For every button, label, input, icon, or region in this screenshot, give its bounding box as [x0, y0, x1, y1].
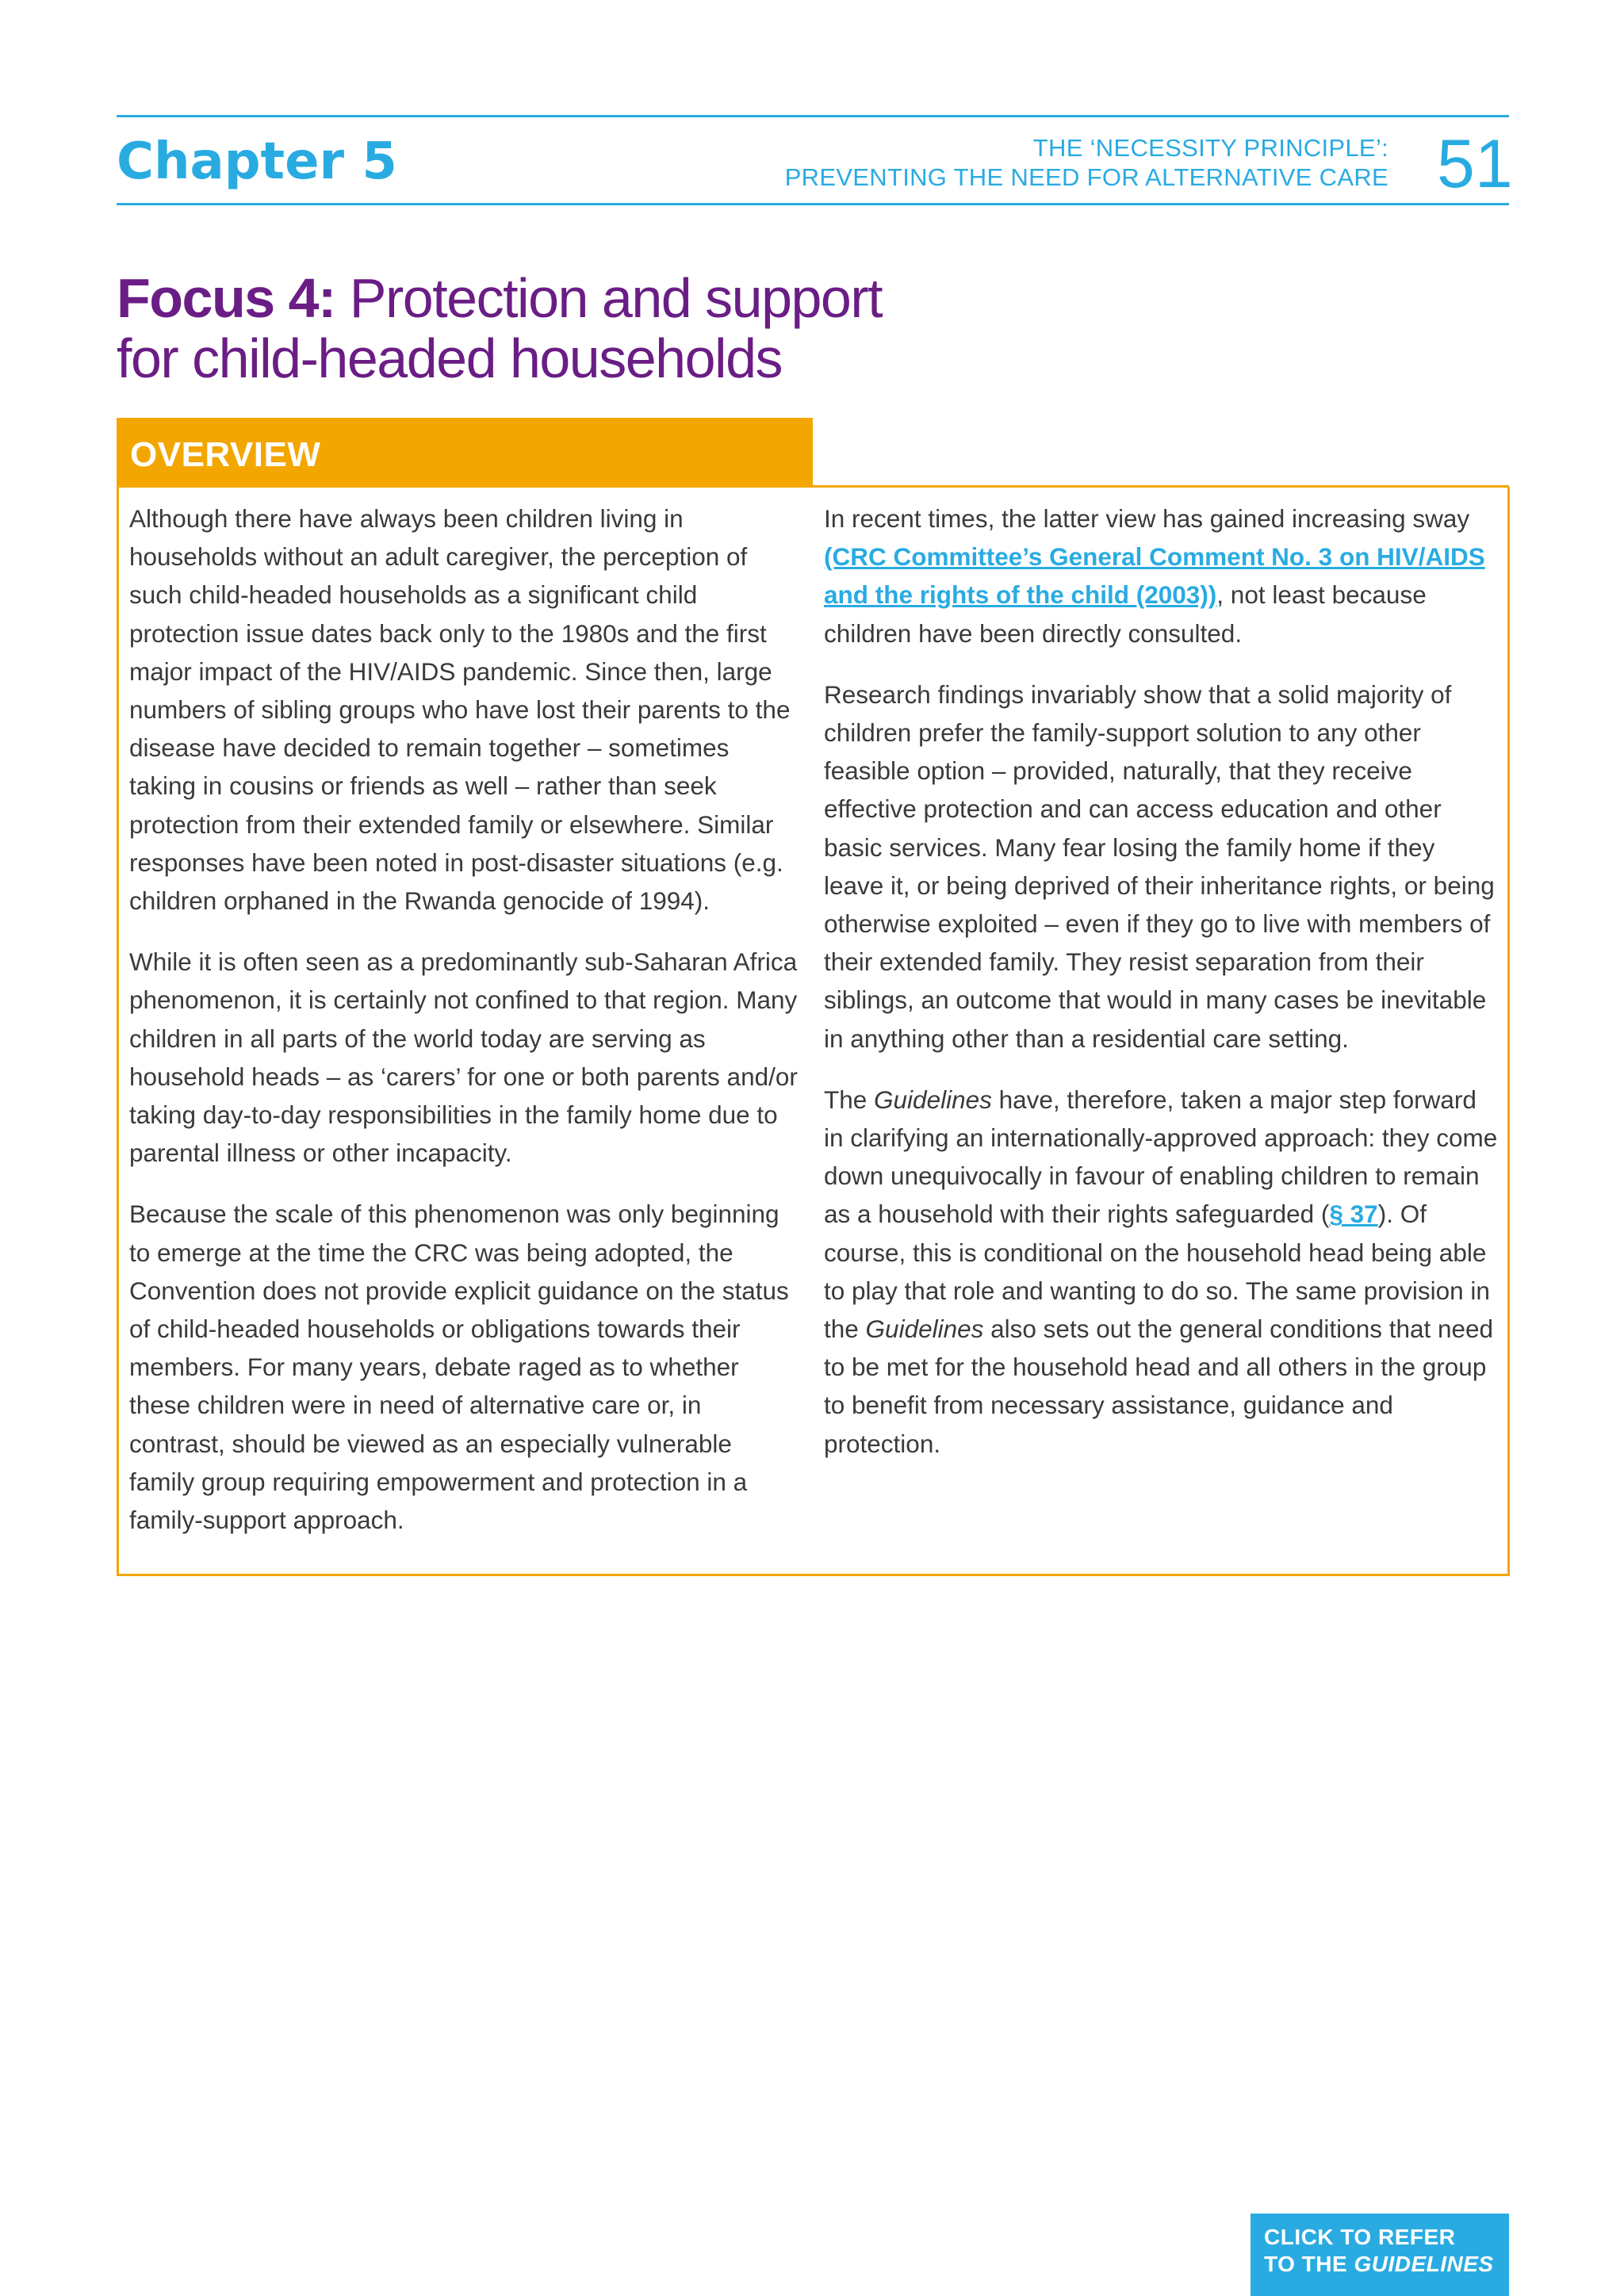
section-title — [785, 133, 1388, 192]
guidelines-italic-2: Guidelines — [865, 1314, 984, 1344]
overview-heading: OVERVIEW — [130, 435, 321, 474]
right-p3-text-c: ). Of course, this is conditional on the household head being able to play that role and wanting to do so. The same provision in the — [824, 1200, 1490, 1344]
title-text-line2: for child-headed households — [117, 327, 783, 389]
refer-to-guidelines-button[interactable] — [1251, 2214, 1509, 2296]
right-p3-text-d: also sets out the general conditions that need to be met for the household head and all others in the group to benefit from necessary assistance, guidance and protection. — [824, 1314, 1494, 1458]
right-paragraph-1 — [824, 499, 1498, 652]
right-p1-text-b: , not least because children have been directly consulted. — [824, 580, 1427, 648]
section-title-line1: THE ‘NECESSITY PRINCIPLE’: — [1032, 134, 1388, 162]
refer-button-line2 — [1264, 2253, 1494, 2275]
left-paragraph-1: Although there have always been children living in households without an adult caregiver, the perception of such child-headed households as a significant child protection issue dates back only to the 1980s and the first major impact of the HIV/AIDS pandemic. Since then, large numbers of sibling groups who have lost their parents to the disease have decided to remain together – sometimes taking in cousins or friends as well – rather than seek protection from their extended family or elsewhere. Similar responses have been noted in post-disaster situations (e.g. children orphaned in the Rwanda genocide of 1994). — [129, 504, 791, 916]
chapter-label: Chapter 5 — [117, 132, 397, 191]
header-rule-bottom — [117, 203, 1509, 205]
right-p3-text-b: have, therefore, taken a major step forward in clarifying an internationally-approved approach: they come down unequivocally in favour of enabling children to remain as a household with their rights safeguarded ( — [824, 1085, 1498, 1229]
page-title — [117, 268, 989, 388]
refer-button-line1: CLICK TO REFER — [1264, 2225, 1456, 2249]
section-37-link[interactable]: § 37 — [1329, 1200, 1378, 1229]
overview-left-column — [129, 499, 799, 1562]
title-focus-label: Focus 4: — [117, 267, 335, 329]
header-rule-top — [117, 115, 1509, 117]
general-comment-link[interactable]: (CRC Committee’s General Comment No. 3 on HIV/AIDS and the rights of the child (2003)) — [824, 542, 1485, 610]
right-p3-text-a: The — [824, 1085, 875, 1114]
right-paragraph-2: Research findings invariably show that a solid majority of children prefer the family-support solution to any other feasible option – provided, naturally, that they receive effective protection and can access education and other basic services. Many fear losing the family home if they leave it, or being deprived of their inheritance rights, or being otherwise exploited – even if they go to live with members of their extended family. They resist separation from their siblings, an outcome that would in many cases be inevitable in anything other than a residential care setting. — [824, 679, 1495, 1053]
left-paragraph-2: While it is often seen as a predominantly sub-Saharan Africa phenomenon, it is certainly not confined to that region. Many children in all parts of the world today are serving as household heads – as ‘carers’ for one or both parents and/or taking day-to-day responsibilities in the family home due to parental illness or other incapacity. — [129, 947, 798, 1168]
left-paragraph-3: Because the scale of this phenomenon was only beginning to emerge at the time the CRC was being adopted, the Convention does not provide explicit guidance on the status of child-headed households or obligations towards their members. For many years, debate raged as to whether these children were in need of alternative care or, in contrast, should be viewed as an especially vulnerable family group requiring empowerment and protection in a family-support approach. — [129, 1200, 789, 1535]
right-p1-text-a: In recent times, the latter view has gained increasing sway — [824, 504, 1470, 533]
overview-right-column — [824, 499, 1498, 1486]
title-text-line1: Protection and support — [335, 267, 883, 329]
overview-tab — [117, 418, 813, 488]
guidelines-italic: Guidelines — [874, 1085, 992, 1114]
refer-button-prefix: TO THE — [1264, 2252, 1354, 2276]
right-paragraph-3 — [824, 1081, 1498, 1463]
section-title-line2: PREVENTING THE NEED FOR ALTERNATIVE CARE — [784, 163, 1388, 191]
page-number: 51 — [1437, 126, 1513, 202]
refer-button-guidelines: GUIDELINES — [1354, 2252, 1494, 2276]
